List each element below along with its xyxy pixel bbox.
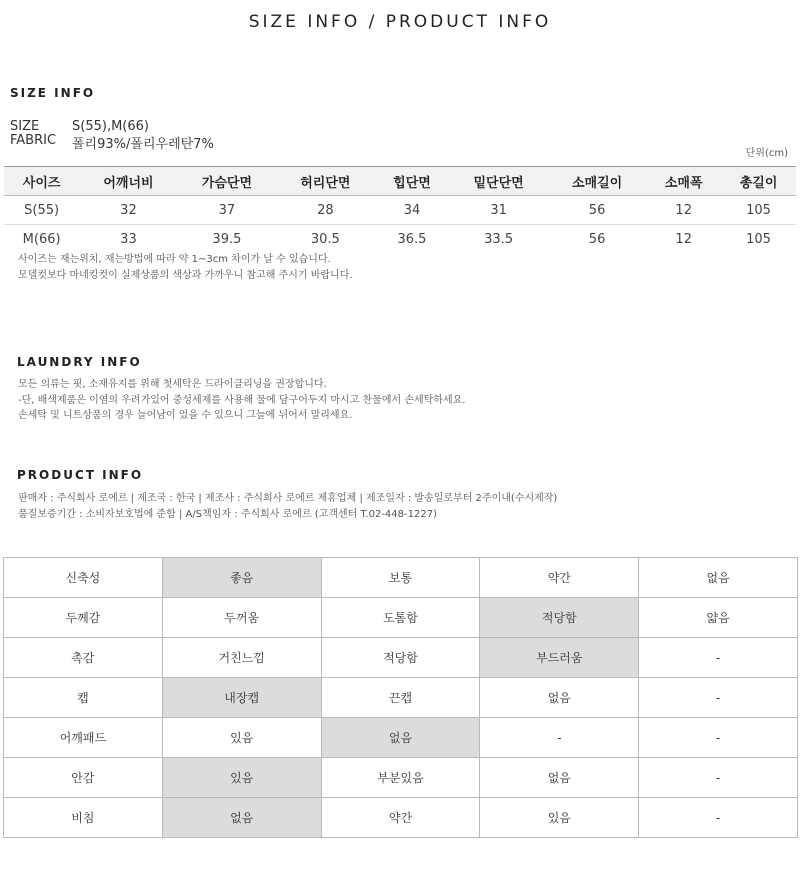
laundry-line: -단, 배색제품은 이염의 우려가있어 중성세제를 사용해 물에 담구어두지 마시고 찬물에서 손세탁하세요. — [18, 394, 466, 406]
table-cell: 32 — [79, 196, 177, 225]
size-info-title: SIZE INFO — [10, 86, 96, 100]
size-table-header — [4, 167, 796, 196]
unit-label: 단위(cm) — [745, 148, 788, 159]
table-cell: 105 — [746, 231, 771, 247]
table-cell: 36.5 — [397, 231, 427, 247]
attribute-label: 신축성 — [4, 558, 163, 598]
size-note: 모델컷보다 마네킹컷이 실제상품의 색상과 가까우니 참고해 주시기 바랍니다. — [18, 269, 353, 281]
attribute-row — [4, 638, 798, 678]
table-cell: 39.5 — [212, 231, 242, 247]
attribute-option: - — [639, 638, 798, 678]
laundry-line: 손세탁 및 니트상품의 경우 늘어남이 었을 수 있으니 그늘에 뉘어서 말리세요. — [18, 410, 353, 421]
attribute-option: 도톰함 — [321, 598, 480, 638]
table-row — [4, 196, 796, 225]
table-cell: 12 — [646, 196, 721, 225]
attribute-option: 있음 — [480, 798, 639, 838]
laundry-notes — [18, 377, 465, 424]
attribute-option: 약간 — [480, 558, 639, 598]
attribute-row — [4, 758, 798, 798]
col-header: 힙단면 — [375, 167, 450, 196]
table-cell: 34 — [375, 196, 450, 225]
attribute-row — [4, 678, 798, 718]
table-cell: 12 — [675, 231, 692, 247]
attribute-row — [4, 598, 798, 638]
attribute-option: 있음 — [162, 718, 321, 758]
table-cell: 33 — [120, 231, 137, 247]
attribute-option: 적당함 — [321, 638, 480, 678]
size-label: SIZE — [10, 119, 40, 134]
col-header: 밑단단면 — [449, 167, 547, 196]
product-notes — [18, 491, 557, 522]
attribute-label: 어깨패드 — [4, 718, 163, 758]
attribute-option: 없음 — [321, 718, 480, 758]
col-header: 허리단면 — [276, 167, 374, 196]
attribute-option: 적당함 — [480, 598, 639, 638]
size-note: 사이즈는 재는위치, 재는방법에 따라 약 1~3cm 차이가 날 수 있습니다. — [18, 254, 331, 265]
attribute-option: 없음 — [162, 798, 321, 838]
product-info-title: PRODUCT INFO — [17, 468, 144, 482]
attribute-option: 끈캡 — [321, 678, 480, 718]
table-cell: 56 — [588, 231, 606, 247]
table-cell: M(66) — [22, 231, 61, 247]
attribute-row — [4, 798, 798, 838]
col-header: 총길이 — [721, 167, 796, 196]
size-spec — [10, 119, 149, 134]
table-cell: 56 — [548, 196, 646, 225]
fabric-label: FABRIC — [10, 133, 57, 148]
attribute-label: 두께감 — [4, 598, 163, 638]
table-cell: 105 — [721, 196, 796, 225]
attribute-option: 거친느낌 — [162, 638, 321, 678]
size-table — [4, 166, 796, 253]
attribute-option: 내장캡 — [162, 678, 321, 718]
attribute-option: - — [480, 718, 639, 758]
table-cell: S(55) — [4, 196, 79, 225]
table-cell: 31 — [449, 196, 547, 225]
product-line: 판매자 : 주식회사 로에르 | 제조국 : 한국 | 제조사 : 주식회사 로에르 제휴업체 | 제조일자 : 발송일로부터 2주이내(수시제작) — [18, 493, 558, 504]
attribute-option: 부드러움 — [480, 638, 639, 678]
col-header: 소매길이 — [548, 167, 646, 196]
col-header: 가슴단면 — [178, 167, 276, 196]
col-header: 사이즈 — [4, 167, 79, 196]
attribute-option: 부분있음 — [321, 758, 480, 798]
size-notes — [18, 252, 353, 283]
table-cell: 33.5 — [484, 231, 514, 247]
attribute-option: 약간 — [321, 798, 480, 838]
table-row — [4, 225, 796, 254]
table-cell: 30.5 — [310, 231, 340, 247]
table-cell: 37 — [178, 196, 276, 225]
product-attribute-table — [3, 557, 798, 838]
col-header: 어깨너비 — [79, 167, 177, 196]
attribute-option: - — [639, 758, 798, 798]
attribute-option: - — [639, 798, 798, 838]
laundry-info-title: LAUNDRY INFO — [17, 355, 142, 369]
attribute-row — [4, 718, 798, 758]
attribute-label: 캡 — [4, 678, 163, 718]
fabric-value: 폴리93%/폴리우레탄7% — [72, 137, 214, 152]
attribute-option: 두꺼움 — [162, 598, 321, 638]
page-title: SIZE INFO / PRODUCT INFO — [248, 12, 552, 32]
fabric-spec — [10, 133, 214, 152]
col-header: 소매폭 — [646, 167, 721, 196]
attribute-label: 비침 — [4, 798, 163, 838]
product-line: 품질보증기간 : 소비자보호법에 준함 | A/S책임자 : 주식회사 로에르 (고객센터 T.02-448-1227) — [18, 508, 437, 520]
attribute-option: 얇음 — [639, 598, 798, 638]
laundry-line: 모든 의류는 핏, 소재유지를 위해 첫세탁은 드라이클리닝을 권장합니다. — [18, 379, 327, 390]
size-value: S(55),M(66) — [72, 119, 149, 134]
attribute-label: 촉감 — [4, 638, 163, 678]
attribute-label: 안감 — [4, 758, 163, 798]
table-cell: 28 — [276, 196, 374, 225]
attribute-option: 없음 — [480, 678, 639, 718]
attribute-option: 보통 — [321, 558, 480, 598]
attribute-option: 없음 — [480, 758, 639, 798]
attribute-option: - — [639, 678, 798, 718]
attribute-option: 좋음 — [162, 558, 321, 598]
attribute-option: 있음 — [162, 758, 321, 798]
attribute-option: 없음 — [639, 558, 798, 598]
attribute-row — [4, 558, 798, 598]
attribute-option: - — [639, 718, 798, 758]
